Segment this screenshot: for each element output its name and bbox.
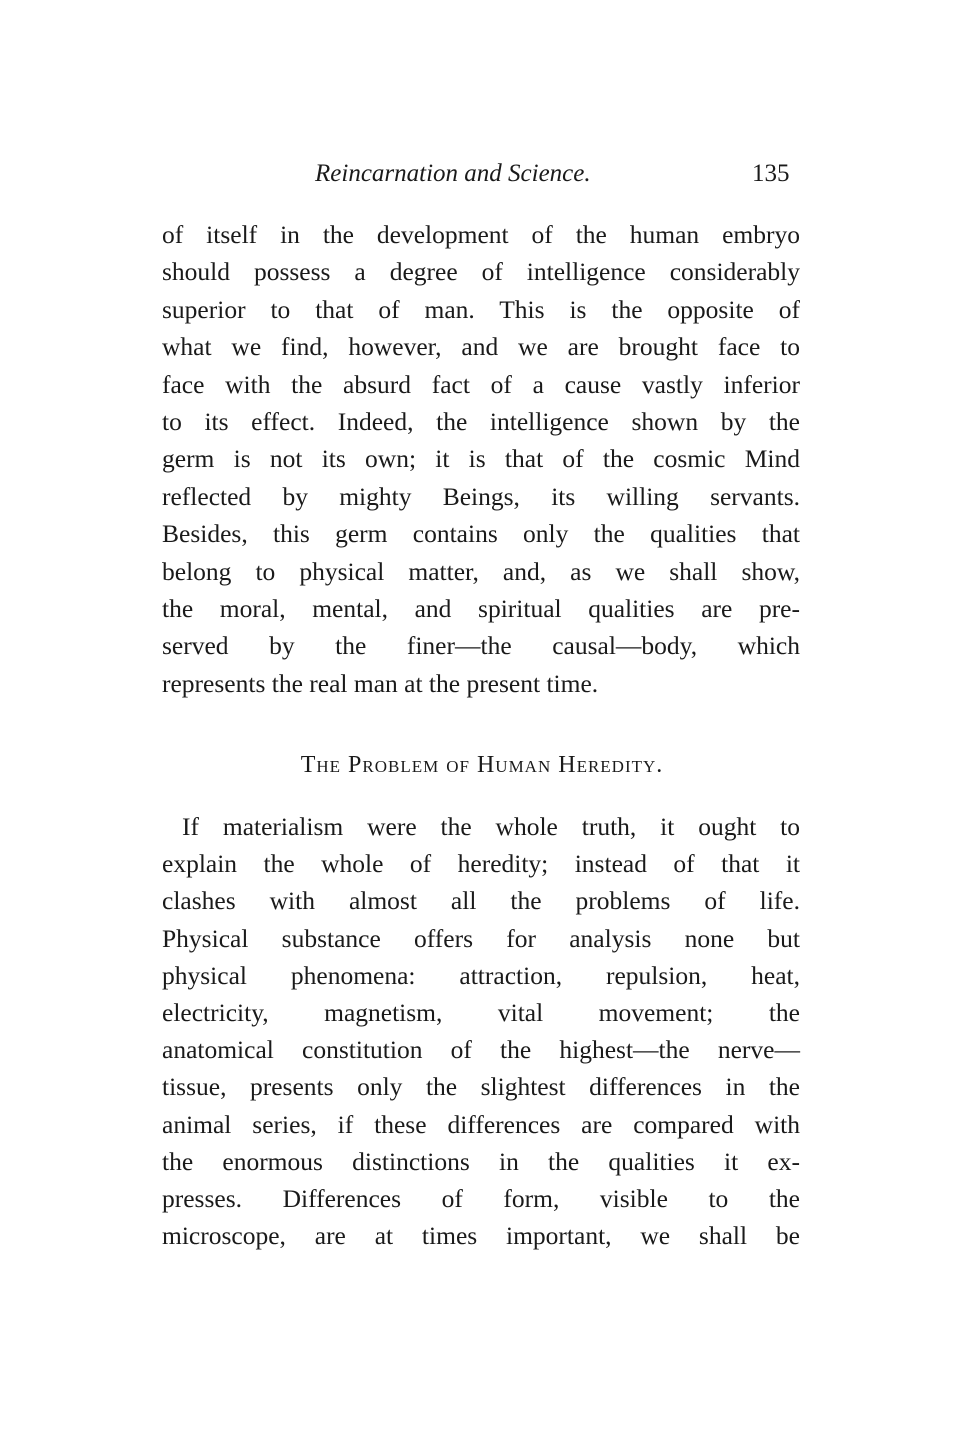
text-line: microscope, are at times important, we shall be <box>162 1221 800 1251</box>
text-line: clashes with almost all the problems of life. <box>162 886 800 916</box>
text-line: the moral, mental, and spiritual qualities are pre- <box>162 594 800 623</box>
text-line: belong to physical matter, and, as we shall show, <box>162 556 800 586</box>
text-line: superior to that of man. This is the opposite of <box>162 294 800 324</box>
text-line: should possess a degree of intelligence considerably <box>162 257 800 287</box>
section-heading: The Problem of Human Heredity. <box>300 752 664 778</box>
text-line: Physical substance offers for analysis none but <box>162 923 800 953</box>
text-line: explain the whole of heredity; instead of that it <box>162 849 800 879</box>
text-line: represents the real man at the present time. <box>162 668 599 698</box>
text-line: animal series, if these differences are compared with <box>162 1109 800 1139</box>
text-line: tissue, presents only the slightest differences in the <box>162 1072 800 1102</box>
text-line: germ is not its own; it is that of the cosmic Mind <box>162 444 800 474</box>
text-line: to its effect. Indeed, the intelligence shown by the <box>162 407 800 436</box>
text-line: the enormous distinctions in the qualities it ex- <box>162 1146 800 1176</box>
text-line: face with the absurd fact of a cause vastly inferior <box>162 369 800 399</box>
text-line: what we find, however, and we are brought face to <box>162 332 800 362</box>
text-line: served by the finer—the causal—body, which <box>162 631 800 661</box>
text-line: If materialism were the whole truth, it ought to <box>182 812 800 841</box>
text-line: reflected by mighty Beings, its willing servants. <box>162 481 800 511</box>
text-line: presses. Differences of form, visible to the <box>162 1184 800 1213</box>
page-number: 135 <box>752 160 790 187</box>
text-line: Besides, this germ contains only the qualities that <box>162 519 800 549</box>
text-line: electricity, magnetism, vital movement; the <box>162 998 800 1027</box>
running-title: Reincarnation and Science. <box>315 160 591 187</box>
text-line: physical phenomena: attraction, repulsion, heat, <box>162 960 800 990</box>
text-line: anatomical constitution of the highest—the nerve— <box>162 1035 800 1065</box>
text-line: of itself in the development of the human embryo <box>162 220 800 249</box>
